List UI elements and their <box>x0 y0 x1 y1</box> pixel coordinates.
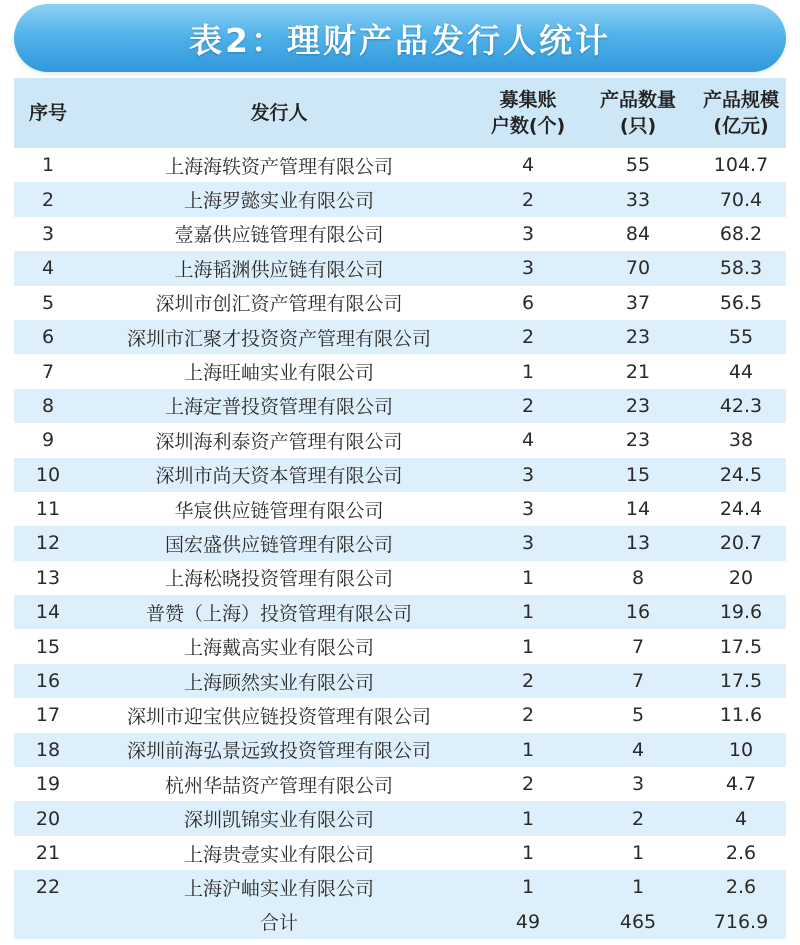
cell-product-count: 3 <box>580 767 696 801</box>
table-row <box>14 217 786 251</box>
cell-accounts: 2 <box>476 389 580 423</box>
cell-issuer: 深圳市迎宝供应链投资管理有限公司 <box>82 698 476 732</box>
cell-product-scale: 44 <box>696 354 786 388</box>
cell-issuer: 上海旺岫实业有限公司 <box>82 354 476 388</box>
cell-product-count: 55 <box>580 148 696 182</box>
cell-issuer: 杭州华喆资产管理有限公司 <box>82 767 476 801</box>
cell-seq: 10 <box>14 458 82 492</box>
total-row <box>14 905 786 939</box>
cell-issuer: 深圳海利泰资产管理有限公司 <box>82 423 476 457</box>
table-row <box>14 148 786 182</box>
cell-issuer: 上海贵壹实业有限公司 <box>82 836 476 870</box>
cell-product-count: 14 <box>580 492 696 526</box>
header-scale-line2: (亿元) <box>713 115 769 137</box>
cell-accounts: 2 <box>476 182 580 216</box>
cell-issuer: 深圳市尚天资本管理有限公司 <box>82 458 476 492</box>
table-row <box>14 423 786 457</box>
cell-seq: 12 <box>14 526 82 560</box>
table-row <box>14 698 786 732</box>
header-accounts <box>476 78 580 148</box>
cell-product-scale: 42.3 <box>696 389 786 423</box>
cell-product-count: 4 <box>580 733 696 767</box>
total-seq-cell <box>14 905 82 939</box>
cell-issuer: 上海韬渊供应链有限公司 <box>82 251 476 285</box>
cell-product-count: 8 <box>580 561 696 595</box>
cell-product-scale: 24.4 <box>696 492 786 526</box>
cell-product-scale: 2.6 <box>696 870 786 904</box>
cell-issuer: 上海松晓投资管理有限公司 <box>82 561 476 595</box>
cell-product-scale: 19.6 <box>696 595 786 629</box>
table-row <box>14 492 786 526</box>
table-row <box>14 251 786 285</box>
cell-product-scale: 24.5 <box>696 458 786 492</box>
table-row <box>14 526 786 560</box>
cell-accounts: 1 <box>476 836 580 870</box>
cell-product-count: 23 <box>580 389 696 423</box>
cell-accounts: 3 <box>476 217 580 251</box>
cell-product-count: 7 <box>580 664 696 698</box>
cell-product-count: 33 <box>580 182 696 216</box>
cell-product-count: 1 <box>580 870 696 904</box>
cell-accounts: 1 <box>476 561 580 595</box>
table-body <box>14 148 786 905</box>
cell-product-scale: 58.3 <box>696 251 786 285</box>
cell-accounts: 1 <box>476 595 580 629</box>
cell-product-count: 70 <box>580 251 696 285</box>
cell-issuer: 深圳前海弘景远致投资管理有限公司 <box>82 733 476 767</box>
cell-issuer: 深圳市汇聚才投资资产管理有限公司 <box>82 320 476 354</box>
cell-product-count: 13 <box>580 526 696 560</box>
cell-accounts: 2 <box>476 767 580 801</box>
cell-product-scale: 2.6 <box>696 836 786 870</box>
cell-seq: 17 <box>14 698 82 732</box>
total-scale: 716.9 <box>696 905 786 939</box>
cell-product-scale: 55 <box>696 320 786 354</box>
cell-seq: 18 <box>14 733 82 767</box>
cell-issuer: 上海定普投资管理有限公司 <box>82 389 476 423</box>
cell-product-count: 15 <box>580 458 696 492</box>
cell-seq: 4 <box>14 251 82 285</box>
cell-accounts: 4 <box>476 423 580 457</box>
cell-accounts: 3 <box>476 458 580 492</box>
header-accounts-line1: 募集账 <box>499 89 557 111</box>
table-row <box>14 664 786 698</box>
table-header-row <box>14 78 786 148</box>
table-row <box>14 458 786 492</box>
cell-accounts: 2 <box>476 698 580 732</box>
cell-seq: 15 <box>14 629 82 663</box>
cell-accounts: 4 <box>476 148 580 182</box>
table-row <box>14 389 786 423</box>
cell-seq: 19 <box>14 767 82 801</box>
cell-accounts: 3 <box>476 251 580 285</box>
cell-product-count: 2 <box>580 801 696 835</box>
cell-product-scale: 20 <box>696 561 786 595</box>
total-label: 合计 <box>82 905 476 939</box>
cell-issuer: 普赞（上海）投资管理有限公司 <box>82 595 476 629</box>
cell-seq: 22 <box>14 870 82 904</box>
table-row <box>14 629 786 663</box>
cell-seq: 14 <box>14 595 82 629</box>
cell-accounts: 1 <box>476 870 580 904</box>
table-row <box>14 182 786 216</box>
cell-seq: 1 <box>14 148 82 182</box>
cell-accounts: 2 <box>476 320 580 354</box>
table-row <box>14 767 786 801</box>
cell-issuer: 深圳市创汇资产管理有限公司 <box>82 286 476 320</box>
cell-accounts: 1 <box>476 354 580 388</box>
cell-product-scale: 68.2 <box>696 217 786 251</box>
cell-product-scale: 56.5 <box>696 286 786 320</box>
cell-product-scale: 104.7 <box>696 148 786 182</box>
cell-product-scale: 38 <box>696 423 786 457</box>
total-count: 465 <box>580 905 696 939</box>
table-row <box>14 733 786 767</box>
cell-accounts: 3 <box>476 526 580 560</box>
table-row <box>14 354 786 388</box>
cell-product-scale: 10 <box>696 733 786 767</box>
header-accounts-line2: 户数(个) <box>490 115 566 137</box>
cell-seq: 8 <box>14 389 82 423</box>
table-row <box>14 561 786 595</box>
header-product-scale <box>696 78 786 148</box>
cell-product-count: 37 <box>580 286 696 320</box>
cell-product-count: 23 <box>580 423 696 457</box>
cell-product-scale: 70.4 <box>696 182 786 216</box>
cell-seq: 20 <box>14 801 82 835</box>
cell-issuer: 上海罗懿实业有限公司 <box>82 182 476 216</box>
header-seq: 序号 <box>14 78 82 148</box>
cell-accounts: 1 <box>476 801 580 835</box>
cell-product-count: 21 <box>580 354 696 388</box>
cell-seq: 5 <box>14 286 82 320</box>
cell-seq: 2 <box>14 182 82 216</box>
cell-seq: 21 <box>14 836 82 870</box>
table-row <box>14 801 786 835</box>
cell-product-scale: 17.5 <box>696 629 786 663</box>
cell-product-scale: 11.6 <box>696 698 786 732</box>
cell-product-count: 7 <box>580 629 696 663</box>
title-banner <box>14 4 786 72</box>
cell-product-scale: 4.7 <box>696 767 786 801</box>
total-accounts: 49 <box>476 905 580 939</box>
issuer-stats-table <box>14 78 786 939</box>
cell-product-count: 23 <box>580 320 696 354</box>
cell-accounts: 2 <box>476 664 580 698</box>
cell-issuer: 上海戴高实业有限公司 <box>82 629 476 663</box>
cell-seq: 7 <box>14 354 82 388</box>
cell-issuer: 深圳凯锦实业有限公司 <box>82 801 476 835</box>
cell-seq: 3 <box>14 217 82 251</box>
cell-issuer: 上海沪岫实业有限公司 <box>82 870 476 904</box>
cell-product-count: 5 <box>580 698 696 732</box>
cell-seq: 9 <box>14 423 82 457</box>
header-count-line1: 产品数量 <box>599 89 676 111</box>
table-row <box>14 286 786 320</box>
table-row <box>14 595 786 629</box>
cell-issuer: 上海海轶资产管理有限公司 <box>82 148 476 182</box>
cell-seq: 13 <box>14 561 82 595</box>
cell-issuer: 壹嘉供应链管理有限公司 <box>82 217 476 251</box>
header-scale-line1: 产品规模 <box>702 89 779 111</box>
table-row <box>14 320 786 354</box>
cell-product-scale: 4 <box>696 801 786 835</box>
cell-product-count: 16 <box>580 595 696 629</box>
cell-accounts: 1 <box>476 733 580 767</box>
cell-accounts: 3 <box>476 492 580 526</box>
cell-issuer: 国宏盛供应链管理有限公司 <box>82 526 476 560</box>
cell-product-scale: 20.7 <box>696 526 786 560</box>
cell-accounts: 1 <box>476 629 580 663</box>
cell-product-scale: 17.5 <box>696 664 786 698</box>
table-row <box>14 870 786 904</box>
cell-accounts: 6 <box>476 286 580 320</box>
cell-product-count: 1 <box>580 836 696 870</box>
cell-seq: 16 <box>14 664 82 698</box>
cell-seq: 11 <box>14 492 82 526</box>
header-issuer: 发行人 <box>82 78 476 148</box>
header-count-line2: (只) <box>619 115 657 137</box>
cell-product-count: 84 <box>580 217 696 251</box>
table-row <box>14 836 786 870</box>
page-title: 表2：理财产品发行人统计 <box>189 20 611 60</box>
header-product-count <box>580 78 696 148</box>
cell-issuer: 上海顾然实业有限公司 <box>82 664 476 698</box>
cell-seq: 6 <box>14 320 82 354</box>
cell-issuer: 华宸供应链管理有限公司 <box>82 492 476 526</box>
